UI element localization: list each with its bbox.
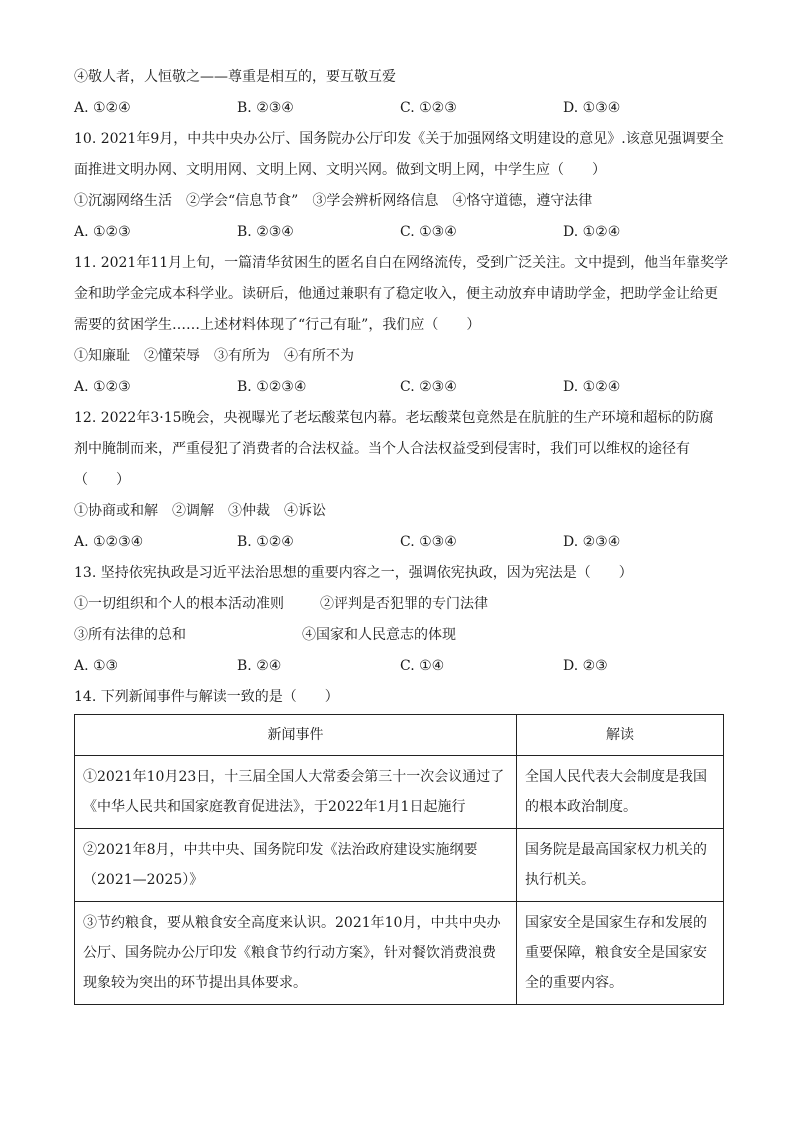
q13-stem-line1: 13. 坚持依宪执政是习近平法治思想的重要内容之一，强调依宪执政，因为宪法是（ ） <box>74 565 633 581</box>
q10-stem-line2: 面推进文明办网、文明用网、文明上网、文明兴网。做到文明上网，中学生应（ ） <box>74 162 606 178</box>
q10-option-c[interactable]: C. ①③④ <box>400 224 457 240</box>
q14-stem: 14. 下列新闻事件与解读一致的是（ ） <box>74 689 339 705</box>
q9-option-a[interactable]: A. ①②④ <box>74 100 131 116</box>
table-cell-event-2: ②2021年8月，中共中央、国务院印发《法治政府建设实施纲要（2021—2025）》 <box>75 829 517 902</box>
q13-option-c[interactable]: C. ①④ <box>400 658 445 674</box>
q10-option-b[interactable]: B. ②③④ <box>237 224 294 240</box>
table-row <box>75 756 724 829</box>
q11-stem-line3: 需要的贫困学生……上述材料体现了“行己有耻”，我们应（ ） <box>74 317 481 333</box>
q11-option-d[interactable]: D. ①②④ <box>563 379 621 395</box>
q9-option-b[interactable]: B. ②③④ <box>237 100 294 116</box>
q11-option-c[interactable]: C. ②③④ <box>400 379 457 395</box>
q10-options <box>74 217 724 248</box>
q9-options <box>74 93 724 124</box>
q13-items-row1 <box>74 589 724 620</box>
exam-page <box>74 62 729 1005</box>
q12-option-b[interactable]: B. ①②④ <box>237 534 294 550</box>
q13-item-4: ④国家和人民意志的体现 <box>302 627 456 643</box>
table-cell-interp-1: 全国人民代表大会制度是我国的根本政治制度。 <box>517 756 724 829</box>
table-cell-event-3: ③节约粮食，要从粮食安全高度来认识。2021年10月，中共中央办公厅、国务院办公厅印发《粮食节约行动方案》，针对餐饮消费浪费现象较为突出的环节提出具体要求。 <box>75 902 517 1005</box>
q10-items: ①沉溺网络生活 ②学会“信息节食” ③学会辨析网络信息 ④恪守道德，遵守法律 <box>74 193 593 209</box>
q12-stem-line1: 12. 2022年3·15晚会，央视曝光了老坛酸菜包内幕。老坛酸菜包竟然是在肮脏的生产环境和超标的防腐 <box>74 410 714 426</box>
table-row <box>75 829 724 902</box>
q13-option-a[interactable]: A. ①③ <box>74 658 119 674</box>
q12-option-d[interactable]: D. ②③④ <box>563 534 621 550</box>
q11-option-b[interactable]: B. ①②③④ <box>237 379 307 395</box>
q10-option-a[interactable]: A. ①②③ <box>74 224 131 240</box>
q13-item-1: ①一切组织和个人的根本活动准则 <box>74 596 284 612</box>
q11-options <box>74 372 724 403</box>
q11-stem-line2: 金和助学金完成本科学业。读研后，他通过兼职有了稳定收入，便主动放弃申请助学金，把助学金让给更 <box>74 286 718 302</box>
q11-option-a[interactable]: A. ①②③ <box>74 379 131 395</box>
q9-option-d[interactable]: D. ①③④ <box>563 100 621 116</box>
q12-stem-line3: （ ） <box>74 472 130 488</box>
table-cell-interp-3: 国家安全是国家生存和发展的重要保障，粮食安全是国家安全的重要内容。 <box>517 902 724 1005</box>
q11-items: ①知廉耻 ②懂荣辱 ③有所为 ④有所不为 <box>74 348 354 364</box>
q13-option-b[interactable]: B. ②④ <box>237 658 282 674</box>
q10-stem-line1: 10. 2021年9月，中共中央办公厅、国务院办公厅印发《关于加强网络文明建设的意见》.该意见强调要全 <box>74 131 724 147</box>
q12-option-a[interactable]: A. ①②③④ <box>74 534 144 550</box>
q12-option-c[interactable]: C. ①③④ <box>400 534 457 550</box>
q13-options <box>74 651 724 682</box>
table-cell-interp-2: 国务院是最高国家权力机关的执行机关。 <box>517 829 724 902</box>
q12-items: ①协商或和解 ②调解 ③仲裁 ④诉讼 <box>74 503 326 519</box>
q10-option-d[interactable]: D. ①②④ <box>563 224 621 240</box>
q12-options <box>74 527 724 558</box>
q9-option-c[interactable]: C. ①②③ <box>400 100 457 116</box>
news-interpretation-table <box>74 714 724 1005</box>
table-cell-event-1: ①2021年10月23日，十三届全国人大常委会第三十一次会议通过了《中华人民共和国家庭教育促进法》，于2022年1月1日起施行 <box>75 756 517 829</box>
q12-stem-line2: 剂中腌制而来，严重侵犯了消费者的合法权益。当个人合法权益受到侵害时，我们可以维权的途径有 <box>74 441 690 457</box>
table-header-interp: 解读 <box>517 715 724 756</box>
q13-option-d[interactable]: D. ②③ <box>563 658 608 674</box>
q9-item-4: ④敬人者，人恒敬之——尊重是相互的，要互敬互爱 <box>74 69 396 85</box>
table-header-row <box>75 715 724 756</box>
q13-items-row2 <box>74 620 724 651</box>
q11-stem-line1: 11. 2021年11月上旬，一篇清华贫困生的匿名自白在网络流传，受到广泛关注。文中提到，他当年靠奖学 <box>74 255 729 271</box>
table-row <box>75 902 724 1005</box>
table-header-event: 新闻事件 <box>75 715 517 756</box>
q13-item-2: ②评判是否犯罪的专门法律 <box>320 596 488 612</box>
q13-item-3: ③所有法律的总和 <box>74 627 186 643</box>
